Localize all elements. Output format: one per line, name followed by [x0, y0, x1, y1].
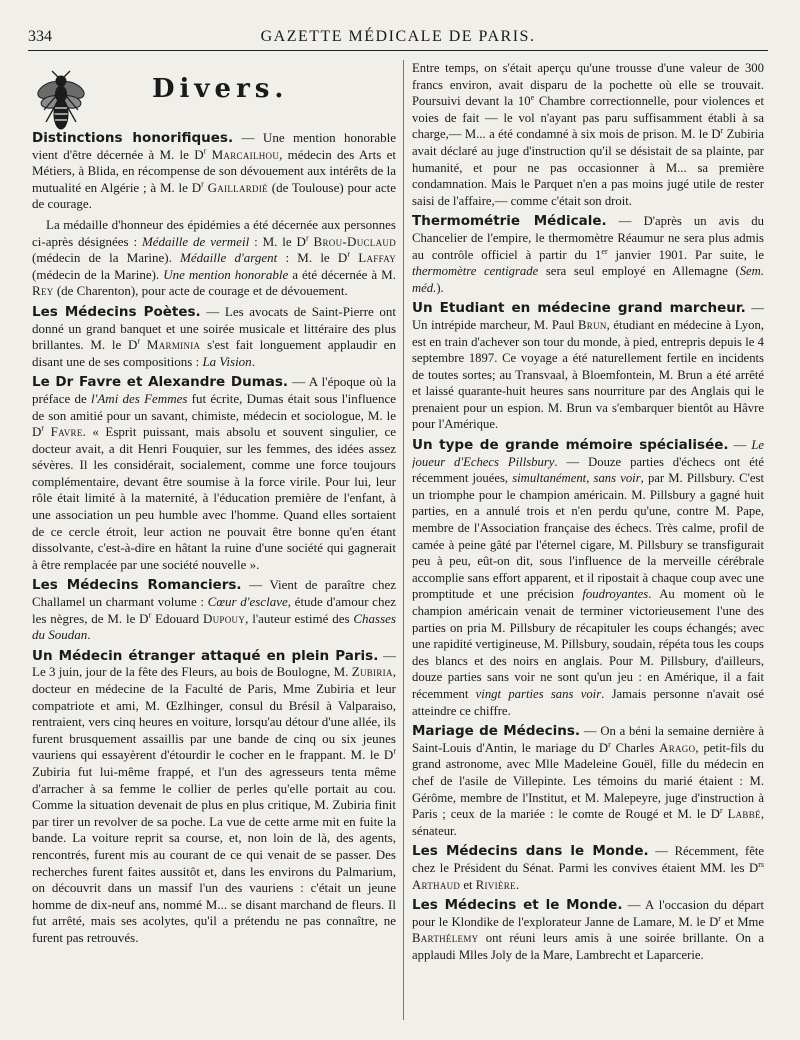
article-headline: Les Médecins Romanciers.	[32, 577, 242, 594]
text-run: — Le 3 juin, jour de la fête des Fleurs, au bois de Boulogne, M.	[32, 647, 396, 680]
left-column	[32, 60, 396, 1028]
article-headline: Les Médecins Poètes.	[32, 303, 201, 320]
right-articles	[412, 60, 764, 963]
text-run: r	[393, 747, 396, 757]
text-run: r	[41, 423, 45, 433]
text-run: Dupouy	[202, 610, 246, 626]
bee-emblem-icon	[34, 70, 88, 136]
text-run: : M. le D	[277, 250, 348, 266]
text-run: Une mention honorable	[163, 266, 289, 282]
text-run: r	[201, 179, 204, 189]
text-run: r	[148, 610, 152, 620]
article-paragraph	[32, 648, 396, 947]
running-header	[28, 26, 768, 51]
text-run: — Récemment, fête chez le Président du Sénat. Parmi les convives étaient MM. les D	[412, 844, 764, 875]
journal-title: GAZETTE MÉDICALE DE PARIS.	[260, 28, 536, 45]
text-run: rs	[758, 859, 764, 869]
text-run: .	[251, 353, 255, 369]
page-number: 334	[28, 28, 52, 45]
text-run: ).	[436, 280, 444, 295]
text-run: r	[718, 913, 721, 923]
text-run: Cœur d'esclave	[207, 594, 288, 610]
article-paragraph	[412, 437, 764, 719]
text-run: La médaille d'honneur des épidémies a été décernée aux personnes ci-après désignées :	[32, 216, 396, 249]
text-run: (médecin de la Marine).	[32, 266, 164, 282]
text-run: .	[515, 877, 519, 892]
text-run: r	[137, 336, 141, 346]
article-headline: Les Médecins dans le Monde.	[412, 843, 649, 860]
text-run: r	[720, 126, 724, 136]
article-headline: Le Dr Favre et Alexandre Dumas.	[32, 374, 289, 391]
text-run: r	[719, 805, 723, 815]
text-run: — On a béni la semaine dernière à Saint-Louis d'Antin, le mariage du D	[412, 724, 764, 755]
text-run: a été décernée à M.	[288, 266, 396, 282]
text-run: , étudiant en médecine à Lyon, est en train d'achever son tour du monde, à pied, entrepris depuis le 4 septembre 1897. Ce voyage a été naturellement fertile en incidents de toutes sortes; au Transvaal, à Bloemfontein, M. Brun a été arrêté et laissé quarante-huit heures sans nourriture par des Anglais qui le prenaient pour un espion. M. Brun va s'embarquer bientôt au Hâvre pour l'Amérique.	[412, 317, 764, 432]
section-banner	[32, 60, 396, 130]
text-run: Barthélemy	[412, 931, 479, 946]
article-paragraph	[412, 843, 764, 893]
text-run: Laffay	[358, 250, 396, 266]
text-run: r	[347, 249, 350, 259]
article-paragraph	[412, 213, 764, 296]
text-run: (de Charenton), pour acte de courage et de dévouement.	[53, 283, 348, 299]
text-run: Entre temps, on s'était aperçu qu'une trousse d'une valeur de 300 francs environ, avait disparu de la pochette où elle se trouvait. Poursuivi devant la 10	[412, 61, 764, 109]
text-run: —	[728, 438, 752, 453]
text-run: thermomètre centigrade	[412, 264, 539, 279]
text-run: . « Esprit puissant, mais absolu et souvent singulier, ce docteur avait, a dit Henri Fouquier, sur les femmes, des idées assez sévères. Il les considérait, socialement, comme une force toujours complémentaire, devant être soumise à la force virile. Pour lui, leur rôle était limité à la maternité, à l'éducation première de l'enfant, à une association un peu humble avec l'homme. Quand elles sortaient de ce cercle étroit, leur action ne pouvait être bonne qu'en étant dissolvante, c'est-à-dire en hâtant la ruine d'une société qui gagnerait à être remplacée par une société nouvelle ».	[32, 424, 396, 572]
article-headline: Thermométrie Médicale.	[412, 213, 607, 230]
text-run: Le joueur d'Echecs Pillsbury	[412, 438, 764, 469]
text-run: : M. le D	[249, 233, 306, 249]
article-headline: Un Médecin étranger attaqué en plein Paris.	[32, 647, 379, 664]
text-run: et	[460, 877, 476, 892]
text-run: e	[530, 92, 535, 102]
section-title: Divers.	[152, 74, 289, 104]
left-articles	[32, 130, 396, 947]
text-run: — Les avocats de Saint-Pierre ont donné un grand banquet et une soirée musicale et littéraire des plus brillantes. M. le D	[32, 303, 396, 353]
text-run: simultanément, sans voir	[512, 471, 641, 486]
text-run: Edouard	[151, 610, 203, 626]
text-run: Chasses du Soudan	[32, 610, 396, 643]
text-run: — A l'époque où la préface de	[32, 374, 396, 406]
article-paragraph	[412, 723, 764, 839]
text-run: — Vient de paraître chez Challamel un charmant volume :	[32, 577, 396, 610]
text-run: janvier 1901. Par suite, le	[607, 247, 764, 262]
text-run: Favre	[50, 424, 83, 440]
text-run: l'Ami des Femmes	[90, 390, 188, 406]
article-headline: Distinctions honorifiques.	[32, 130, 234, 146]
article-headline: Un Etudiant en médecine grand marcheur.	[412, 300, 746, 317]
text-run: , par M. Pillsbury. C'est un triomphe pour le champion américain. M. Pillsbury a gagné huit parties, en a annulé trois et n'en perdu qu'une, contre M. Pape, membre de l'Association française des échecs. Très calme, profil de camée à peine gâté par l'éternel cigare, M. Pillsbury se transfigurait peu à peu, eût-on dit, sous l'influence de la merveille cérébrale accomplie sans effort apparent, et il ripostait à chaque coup avec une promptitude et une précision	[412, 471, 764, 602]
text-run: , l'auteur estimé des	[245, 610, 354, 626]
article-paragraph	[32, 374, 396, 573]
text-run: Rey	[32, 283, 54, 299]
article-headline: Les Médecins et le Monde.	[412, 897, 623, 914]
text-run: r	[608, 739, 611, 749]
text-run: sera seul employé en Allemagne (	[538, 264, 740, 279]
text-run: Zubiria	[351, 664, 393, 680]
text-run: Marminia	[146, 337, 201, 353]
article-headline: Un type de grande mémoire spécialisée.	[412, 437, 729, 454]
text-run: Médaille de vermeil	[141, 233, 250, 249]
text-run: Arago	[659, 740, 696, 755]
text-run: er	[601, 246, 608, 256]
article-paragraph	[32, 217, 396, 300]
text-run: Brou-Duclaud	[313, 233, 396, 249]
text-run: (de Toulouse) pour acte de courage.	[32, 179, 396, 212]
text-run: Marcailhou	[211, 146, 280, 162]
article-paragraph	[32, 304, 396, 370]
text-run: (médecin de la Marine).	[32, 250, 181, 266]
text-run: vingt parties sans voir	[475, 686, 602, 701]
text-run: Chambre correctionnelle, pour violences et voies de fait — le vol n'ayant pas paru suffisamment établi à sa charge,— M... a été condamné à six mois de prison. M. le D	[412, 94, 764, 142]
article-paragraph	[32, 130, 396, 213]
text-run: ont réuni leurs amis à une soirée brillante. On a applaudi Mlles Joly de la Mare, Lambrecht et Laparcerie.	[412, 931, 764, 962]
text-run: — Un intrépide marcheur, M. Paul	[412, 301, 764, 332]
text-run: — D'après un avis du Chancelier de l'empire, le thermomètre Réaumur ne sera plus admis au contrôle officiel à partir du 1	[412, 214, 764, 262]
text-run: Gaillardié	[207, 179, 268, 195]
column-divider	[403, 60, 404, 1020]
text-run: Brun	[578, 317, 607, 332]
text-run: et Mme	[720, 914, 764, 929]
text-run: Sem. méd.	[412, 264, 764, 295]
text-run: r	[203, 146, 207, 156]
text-run: Zubiria fut lui-même frappé, et l'un des agresseurs tenta même d'arracher à sa femme le collier de perles qu'elle portait au cou. Comme la situation devenait de plus en plus critique, M. Zubiria finit par tirer un revolver de sa poche. La vue de cette arme mit en fuite la bande. La voiture reprit sa course, et, non loin de là, des agents, rencontrés, furent mis au courant de ce qui venait de se passer. Des recherches furent faites aussitôt et, dans les environs du Palmarium, on découvrit dans un massif l'un des vauriens : c'était un jeune homme de dix-neuf ans, nommé M... se disant marchand de fleurs. Il fut arrêté, mais ses acolytes, qu'il a prétendu ne pas connaître, ne furent pas retrouvés.	[32, 763, 396, 945]
text-run: Rivière	[475, 877, 516, 892]
text-run: , petit-fils du grand astronome, avec Mlle Madeleine Gouël, fille du médecin en chef de l'asile de Villepinte. Les témoins du marié étaient : M. Gérôme, membre de l'Institut, et M. Malepeyre, juge d'instruction à Paris ; ceux de la mariée : le comte de Rougé et M. le D	[412, 740, 764, 822]
text-run	[140, 337, 147, 352]
right-column	[412, 60, 764, 1028]
text-run: La Vision	[202, 353, 252, 369]
text-run: , sénateur.	[412, 807, 764, 838]
text-run	[350, 250, 358, 265]
text-run: . Jamais personne n'avait osé atteindre ce chiffre.	[412, 686, 764, 718]
text-run: .	[87, 627, 91, 643]
text-run: Zubiria avait déclaré au juge d'instruction qu'il se désistait de sa plainte, par humanité, et pour ne pas occasionner à M... sa première condamnation. Mais le Parquet n'en a pas moins jugé utile de rester saisi de l'affaire,— comme c'était son droit.	[412, 127, 764, 208]
article-headline: Mariage de Médecins.	[412, 723, 581, 740]
article-paragraph	[412, 897, 764, 963]
article-paragraph	[32, 577, 396, 643]
text-run: Labbé	[727, 807, 761, 822]
article-paragraph	[412, 60, 764, 209]
text-run: , docteur en médecine de la Faculté de Paris, Mme Zubiria et leur compatriote et ami, M. Œzlhinger, consul du Brésil à Valparaiso, rentraient, vers cinq heures en voiture, lorsqu'au détour d'une allée, ils furent brusquement assaillis par une bande de cinq ou six jeunes vauriens qui essayèrent d'étourdir le cocher en le frappant. M. le D	[32, 664, 396, 763]
text-run: — Une mention honorable vient d'être décernée à M. le D	[32, 130, 396, 162]
article-paragraph	[412, 300, 764, 433]
text-run: s'est fait longuement applaudir en disant une de ses compositions :	[32, 337, 396, 369]
text-run: . Au moment où le champion américain venait de terminer victorieusement l'une des parties on pria M. Pillsbury de récapituler les coups échangés; avec une rapidité vertigineuse, M. Pillsbury, soudain, répéta tous les coups des blancs et des noirs en anglais. Pour M. Pillsbury, d'ailleurs, douze parties sans voir ne sont qu'un jeu : en Amérique, il a fait récemment	[412, 587, 764, 701]
text-run: , médecin des Arts et Métiers, à Blida, en récompense de son dévouement aux intérêts de la mutualité en Algérie ; à M. le D	[32, 146, 396, 195]
text-run: Arthaud	[412, 877, 461, 892]
text-run: . — Douze parties d'échecs ont été récemment jouées,	[412, 454, 764, 486]
text-run: — A l'occasion du départ pour le Klondike de l'explorateur Janne de Lamare, M. le D	[412, 898, 764, 929]
text-run: foudroyantes	[582, 587, 649, 602]
text-run: Médaille d'argent	[180, 250, 278, 266]
text-run: fut écrite, Dumas était sous l'influence de son amitié pour un savant, chimiste, médecin et sociologue, M. le D	[32, 390, 396, 440]
text-run: Charles	[610, 740, 660, 755]
text-run: , étude d'amour chez les nègres, de M. le D	[32, 594, 396, 626]
text-run: r	[305, 233, 309, 243]
